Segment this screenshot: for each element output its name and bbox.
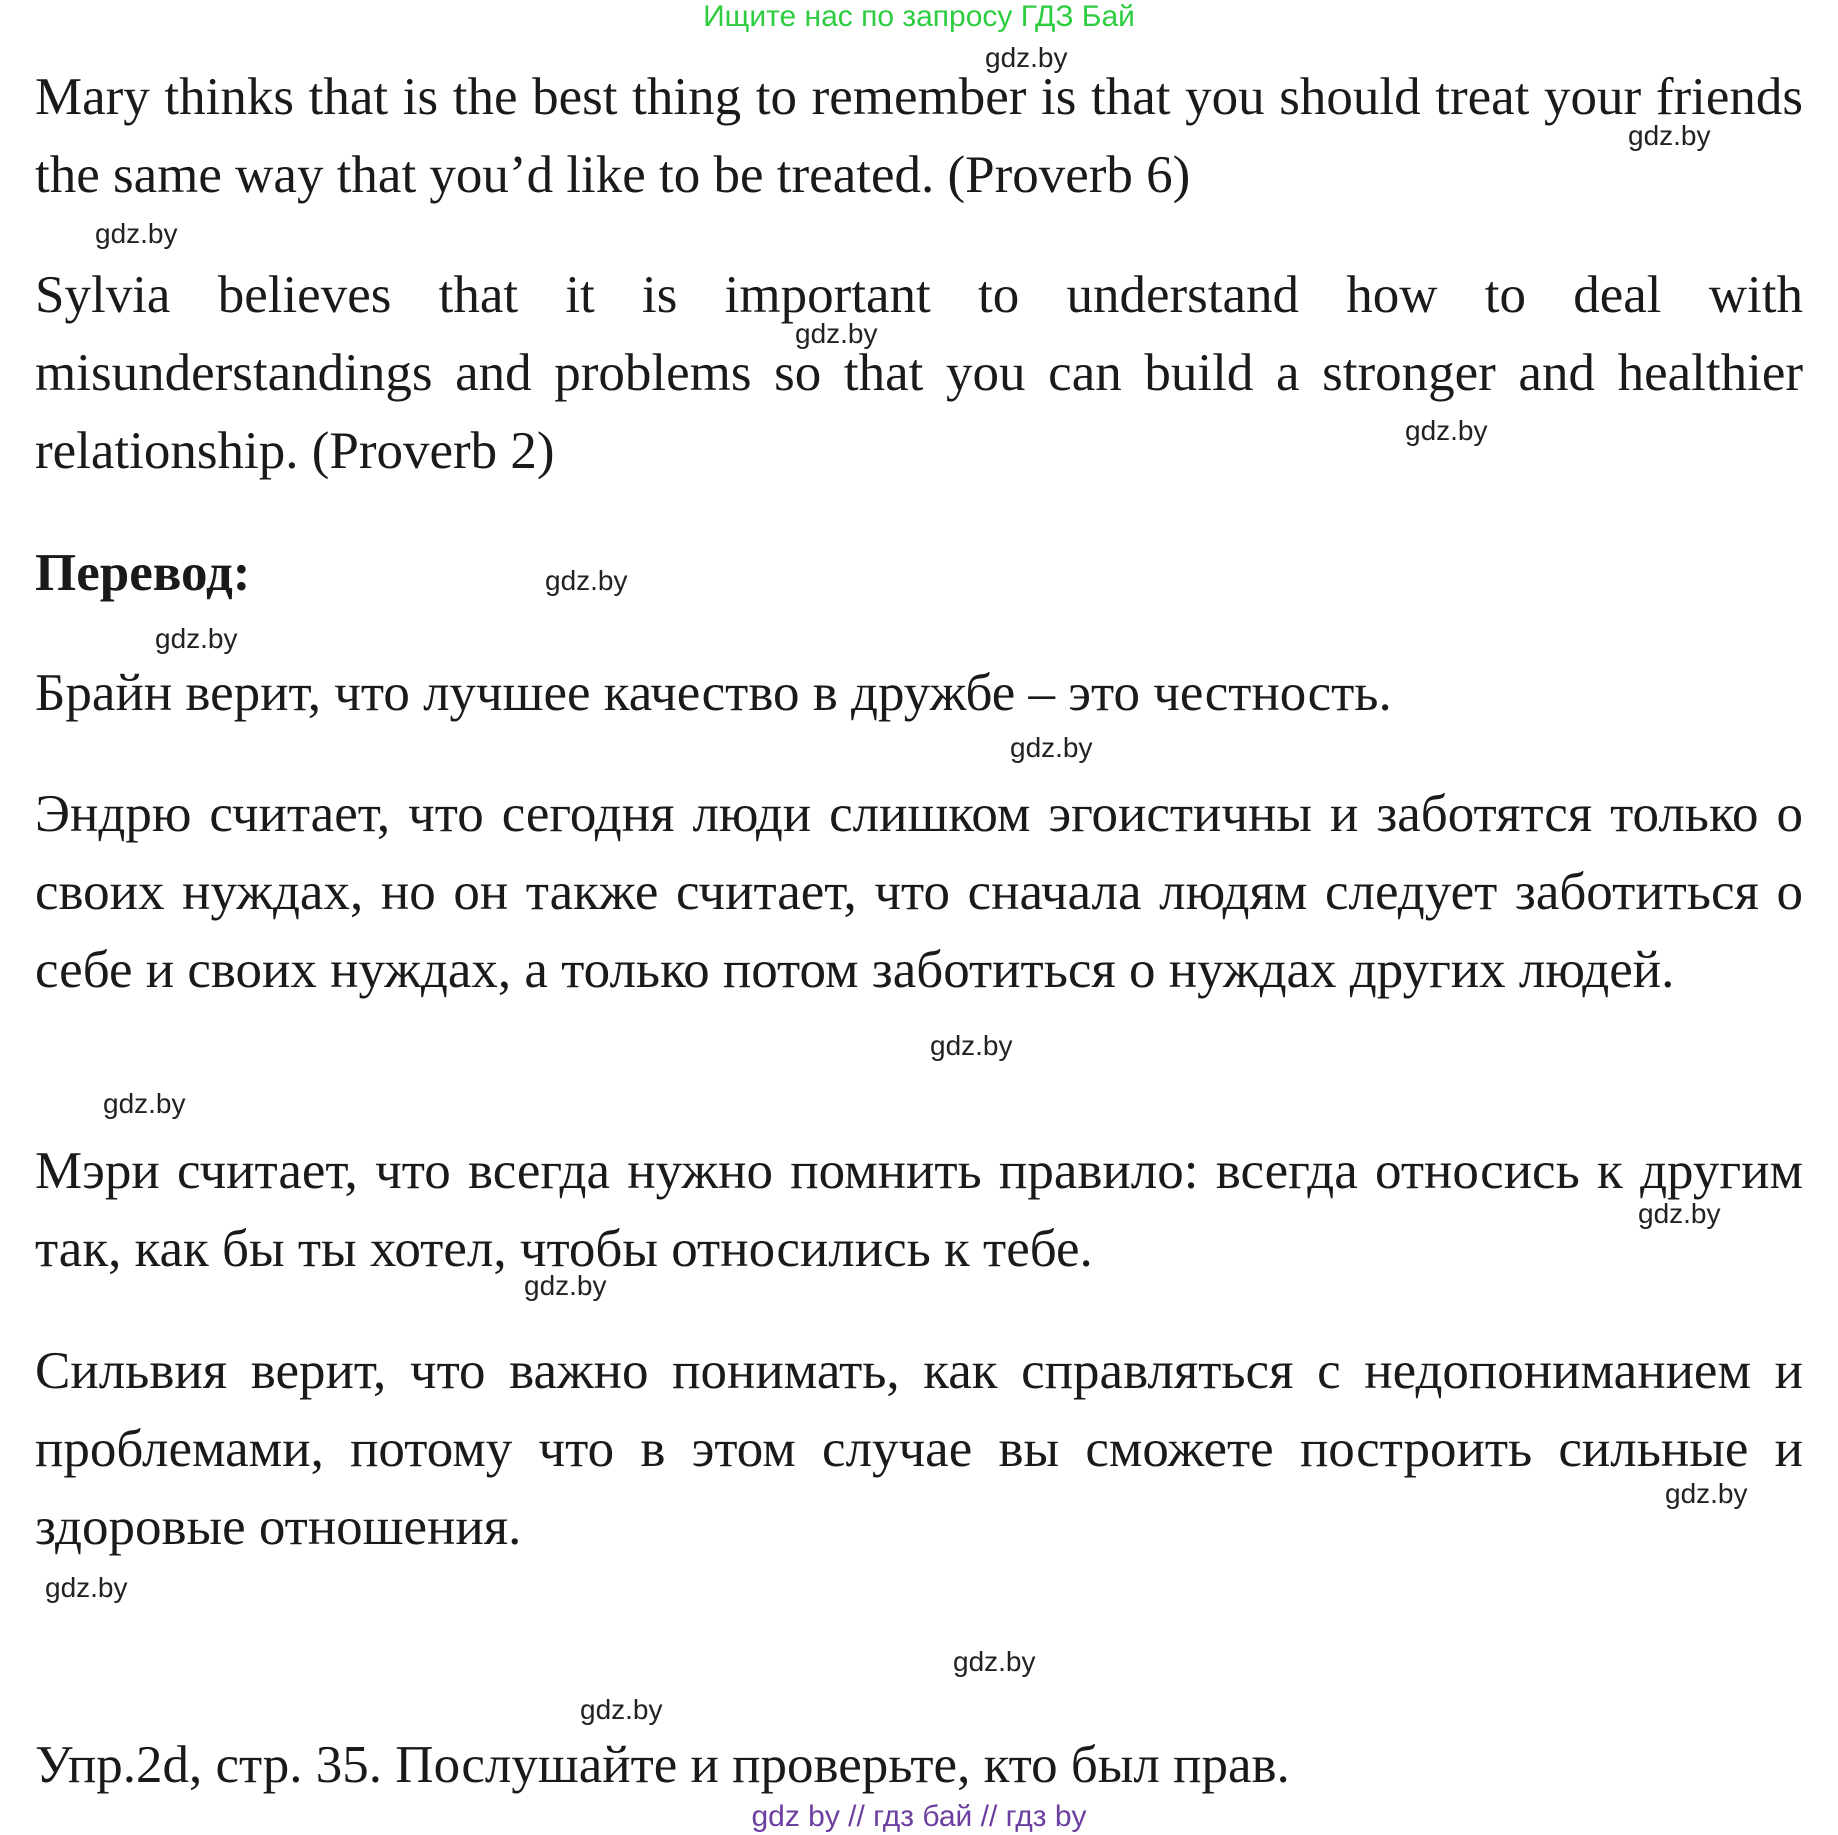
watermark: gdz.by bbox=[1010, 732, 1093, 763]
watermark: gdz.by bbox=[930, 1030, 1013, 1061]
footer-links: gdz by // гдз бай // гдз by bbox=[751, 1800, 1087, 1833]
translation-heading: Перевод: bbox=[35, 544, 251, 602]
watermark: gdz.by bbox=[1665, 1478, 1748, 1509]
watermark: gdz.by bbox=[103, 1088, 186, 1119]
english-sylvia-paragraph: Sylvia believes that it is important to understand how to deal with misunderstandings and problems so that you can build a stronger and healthier relationship. (Proverb 2) bbox=[35, 266, 1803, 480]
translation-mary-paragraph: Мэри считает, что всегда нужно помнить правило: всегда относись к другим так, как бы ты хотел, чтобы относились к тебе. bbox=[35, 1142, 1803, 1278]
exercise-line: Упр.2d, стр. 35. Послушайте и проверьте, кто был прав. bbox=[35, 1736, 1290, 1794]
watermark: gdz.by bbox=[155, 623, 238, 654]
watermark: gdz.by bbox=[953, 1646, 1036, 1677]
watermark: gdz.by bbox=[95, 218, 178, 249]
watermark: gdz.by bbox=[985, 42, 1068, 73]
watermark: gdz.by bbox=[795, 318, 878, 349]
watermark: gdz.by bbox=[580, 1694, 663, 1725]
translation-brian-paragraph: Брайн верит, что лучшее качество в дружбе – это честность. bbox=[35, 664, 1392, 722]
watermark: gdz.by bbox=[1405, 415, 1488, 446]
watermark: gdz.by bbox=[45, 1572, 128, 1603]
watermark: gdz.by bbox=[1628, 120, 1711, 151]
translation-sylvia-paragraph: Сильвия верит, что важно понимать, как справляться с недопониманием и проблемами, потому что в этом случае вы сможете построить сильные и здоровые отношения. bbox=[35, 1342, 1803, 1556]
watermark: gdz.by bbox=[545, 565, 628, 596]
watermark: gdz.by bbox=[524, 1270, 607, 1301]
search-banner: Ищите нас по запросу ГДЗ Бай bbox=[703, 0, 1135, 33]
english-mary-paragraph: Mary thinks that is the best thing to remember is that you should treat your friends the same way that you’d like to be treated. (Proverb 6) bbox=[35, 68, 1803, 204]
watermark: gdz.by bbox=[1638, 1198, 1721, 1229]
translation-andrew-paragraph: Эндрю считает, что сегодня люди слишком эгоистичны и заботятся только о своих нуждах, но он также считает, что сначала людям следует заботиться о себе и своих нуждах, а только потом заботиться о нуждах других людей. bbox=[35, 785, 1803, 999]
